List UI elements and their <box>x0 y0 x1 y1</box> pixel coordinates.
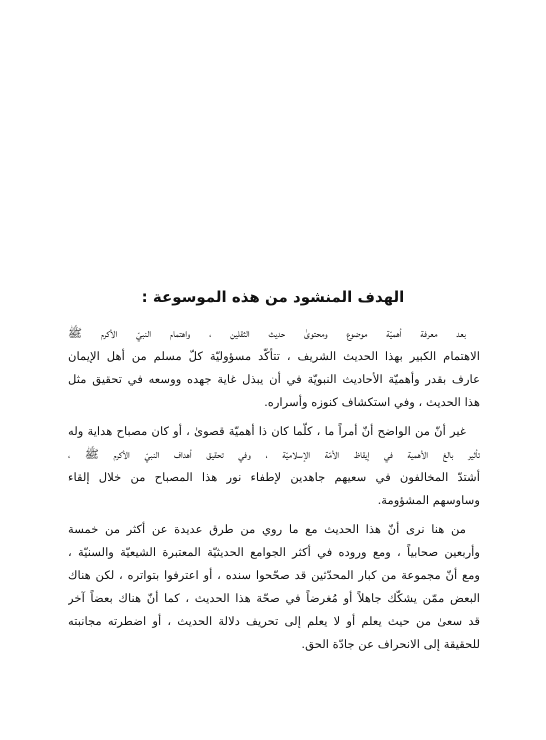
paragraph-line: قد سعىٰ من حيث يعلم أو لا يعلم إلى تحريف دلالة الحديث ، أو اضطرته مجانبته <box>68 614 480 628</box>
paragraph-line: الاهتمام الكبير بهذا الحديث الشريف ، تتأكّد مسؤوليّة كلّ مسلم من أهل الإيمان <box>68 349 480 363</box>
paragraph-line: وأربعين صحابياً ، ومع وروده في أكثر الجوامع الحديثيّة المعتبرة الشيعيّة والسنيّة ، <box>68 545 480 559</box>
paragraph-line: أشتدّ المخالفون في سعيهم جاهدين لإطفاء نور هذا المصباح من خلال إلقاء <box>68 470 480 484</box>
paragraph-line: من هنا نرى أنّ هذا الحديث مع ما روي من طرق عديدة عن أكثر من خمسة <box>68 522 466 536</box>
paragraph-1 <box>68 322 480 414</box>
paragraph-line: بعد معرفة أهميّة موضوع ومحتوىٰ حديث الثقلين ، واهتمام النبيّ الأكرم ﷺ <box>68 326 466 340</box>
paragraph-2 <box>68 420 480 512</box>
body-text <box>68 322 480 662</box>
paragraph-3 <box>68 518 480 656</box>
section-heading: الهدف المنشود من هذه الموسوعة : <box>141 288 405 306</box>
paragraph-line: البعض ممّن يشكّك جاهلاً أو مُغرضاً في صحّة هذا الحديث ، كما أنّ هناك بعضاً آخر <box>68 591 480 605</box>
paragraph-line: ومع أنّ مجموعة من كبار المحدّثين قد صحّحوا سنده ، أو اعترفوا بتواتره ، لكن هناك <box>68 568 480 582</box>
paragraph-line: تأثير بالغ الأهمية في إيقاظ الأمّة الإسلاميّة ، وفي تحقيق أهداف النبيّ الأكرم ﷺ ، <box>68 447 480 461</box>
paragraph-line: غير أنّ من الواضح أنّ أمراً ما ، كلّما كان ذا أهميّة قصوىٰ ، أو كان مصباح هداية وله <box>68 424 466 438</box>
paragraph-line: عارف بقدر وأهميّة الأحاديث النبويّة في أن يبذل غاية جهده ووسعه في تحقيق مثل <box>68 372 480 386</box>
paragraph-line: للحقيقة إلى الانحراف عن جادّة الحق. <box>301 637 480 651</box>
paragraph-line: هذا الحديث ، وفي استكشاف كنوزه وأسراره. <box>264 395 480 409</box>
paragraph-line: وساوسهم المشؤومة. <box>377 493 480 507</box>
